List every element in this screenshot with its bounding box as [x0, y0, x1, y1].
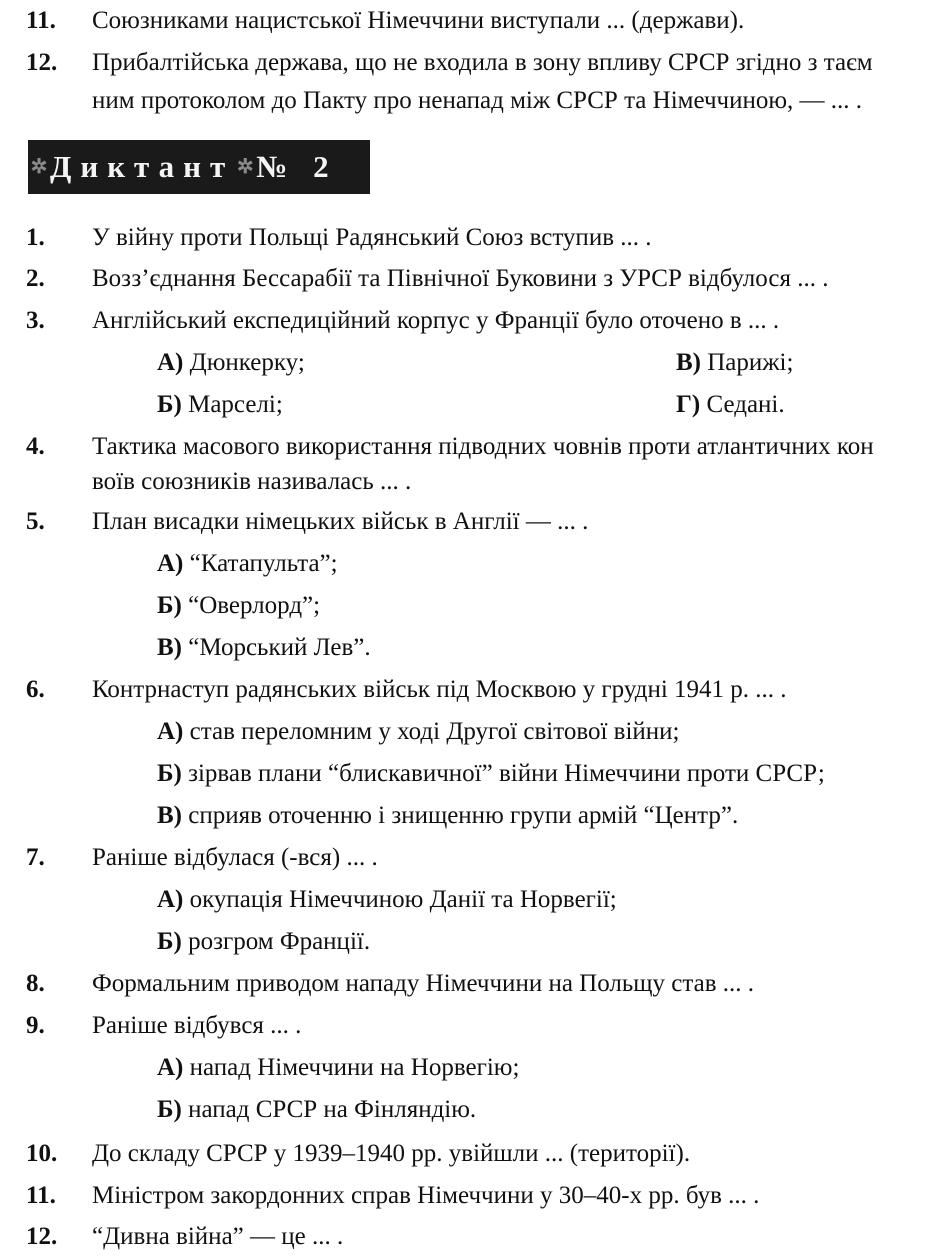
answer-option-v [676, 342, 793, 384]
section-title: Диктант [50, 149, 235, 184]
option-text: окупація Німеччиною Данії та Норвегії; [183, 886, 617, 913]
option-letter: А) [157, 550, 184, 577]
item-text: Прибалтійська держава, що не входила в зону впливу СРСР згідно з таєм [92, 49, 873, 76]
option-text: став переломним у ході Другої світової війни; [183, 718, 680, 745]
item-number: 12. [26, 49, 58, 76]
option-letter: Г) [676, 391, 701, 418]
item-text: План висадки німецьких військ в Англії — ... . [92, 508, 589, 535]
item-text: У війну проти Польщі Радянський Союз вступив ... . [92, 224, 652, 251]
option-letter: В) [676, 349, 701, 376]
item-number: 9. [26, 1012, 45, 1039]
option-text: розгром Франції. [181, 928, 371, 955]
option-letter: Б) [157, 760, 182, 787]
option-letter: А) [157, 886, 184, 913]
item-number: 2. [26, 265, 45, 292]
item-number: 11. [26, 1182, 56, 1209]
option-text: Марселі; [181, 391, 283, 418]
option-letter: В) [157, 634, 182, 661]
item-text: Союзниками нацистської Німеччини виступали ... (держави). [92, 7, 745, 34]
option-letter: А) [157, 1054, 184, 1081]
item-number: 6. [26, 676, 45, 703]
item-text: Возз’єднання Бессарабії та Північної Буковини з УРСР відбулося ... . [92, 265, 829, 292]
option-text: зірвав плани “блискавичної” війни Німеччини проти СРСР; [181, 760, 825, 787]
option-text: Седані. [700, 391, 785, 418]
item-number: 11. [26, 7, 56, 34]
item-number: 1. [26, 224, 45, 251]
item-number: 3. [26, 307, 45, 334]
option-letter: В) [157, 802, 182, 829]
item-text: Контрнаступ радянських військ під Москвою у грудні 1941 р. ... . [92, 676, 787, 703]
section-heading-banner [28, 140, 370, 194]
item-text: Англійський експедиційний корпус у Франції було оточено в ... . [92, 307, 780, 334]
item-text: Раніше відбувся ... . [92, 1012, 302, 1039]
item-text: Тактика масового використання підводних човнів проти атлантичних кон [92, 433, 874, 460]
item-text: Раніше відбулася (-вся) ... . [92, 844, 378, 871]
ornament-star-icon: ✲ [30, 156, 48, 178]
option-letter: А) [157, 349, 184, 376]
section-number: № 2 [256, 149, 338, 184]
option-letter: Б) [157, 928, 182, 955]
item-text: воїв союзників називалась ... . [92, 468, 412, 495]
item-text: До складу СРСР у 1939–1940 рр. увійшли ... (території). [92, 1140, 691, 1167]
option-letter: Б) [157, 1096, 182, 1123]
option-text: напад СРСР на Фінляндію. [181, 1096, 477, 1123]
answer-option-g [676, 384, 785, 426]
answer-option-b [157, 384, 283, 426]
item-number: 12. [26, 1223, 58, 1250]
option-text: “Оверлорд”; [181, 592, 321, 619]
item-number: 4. [26, 433, 45, 460]
option-text: напад Німеччини на Норвегію; [183, 1054, 520, 1081]
option-letter: Б) [157, 592, 182, 619]
answer-option-a [157, 342, 305, 384]
option-text: Дюнкерку; [183, 349, 305, 376]
item-text: “Дивна війна” — це ... . [92, 1223, 344, 1250]
item-text: Формальним приводом нападу Німеччини на Польщу став ... . [92, 970, 754, 997]
option-text: Парижі; [701, 349, 794, 376]
option-text: “Морський Лев”. [182, 634, 371, 661]
item-text: ним протоколом до Пакту про ненапад між СРСР та Німеччиною, — ... . [92, 87, 863, 114]
option-text: “Катапульта”; [183, 550, 338, 577]
item-number: 5. [26, 508, 45, 535]
item-text: Міністром закордонних справ Німеччини у 30–40-х рр. був ... . [92, 1182, 760, 1209]
item-number: 7. [26, 844, 45, 871]
option-letter: Б) [157, 391, 182, 418]
option-text: сприяв оточенню і знищенню групи армій “Центр”. [182, 802, 739, 829]
ornament-star-icon: ✲ [236, 156, 254, 178]
item-number: 8. [26, 970, 45, 997]
option-letter: А) [157, 718, 184, 745]
item-number: 10. [26, 1140, 58, 1167]
